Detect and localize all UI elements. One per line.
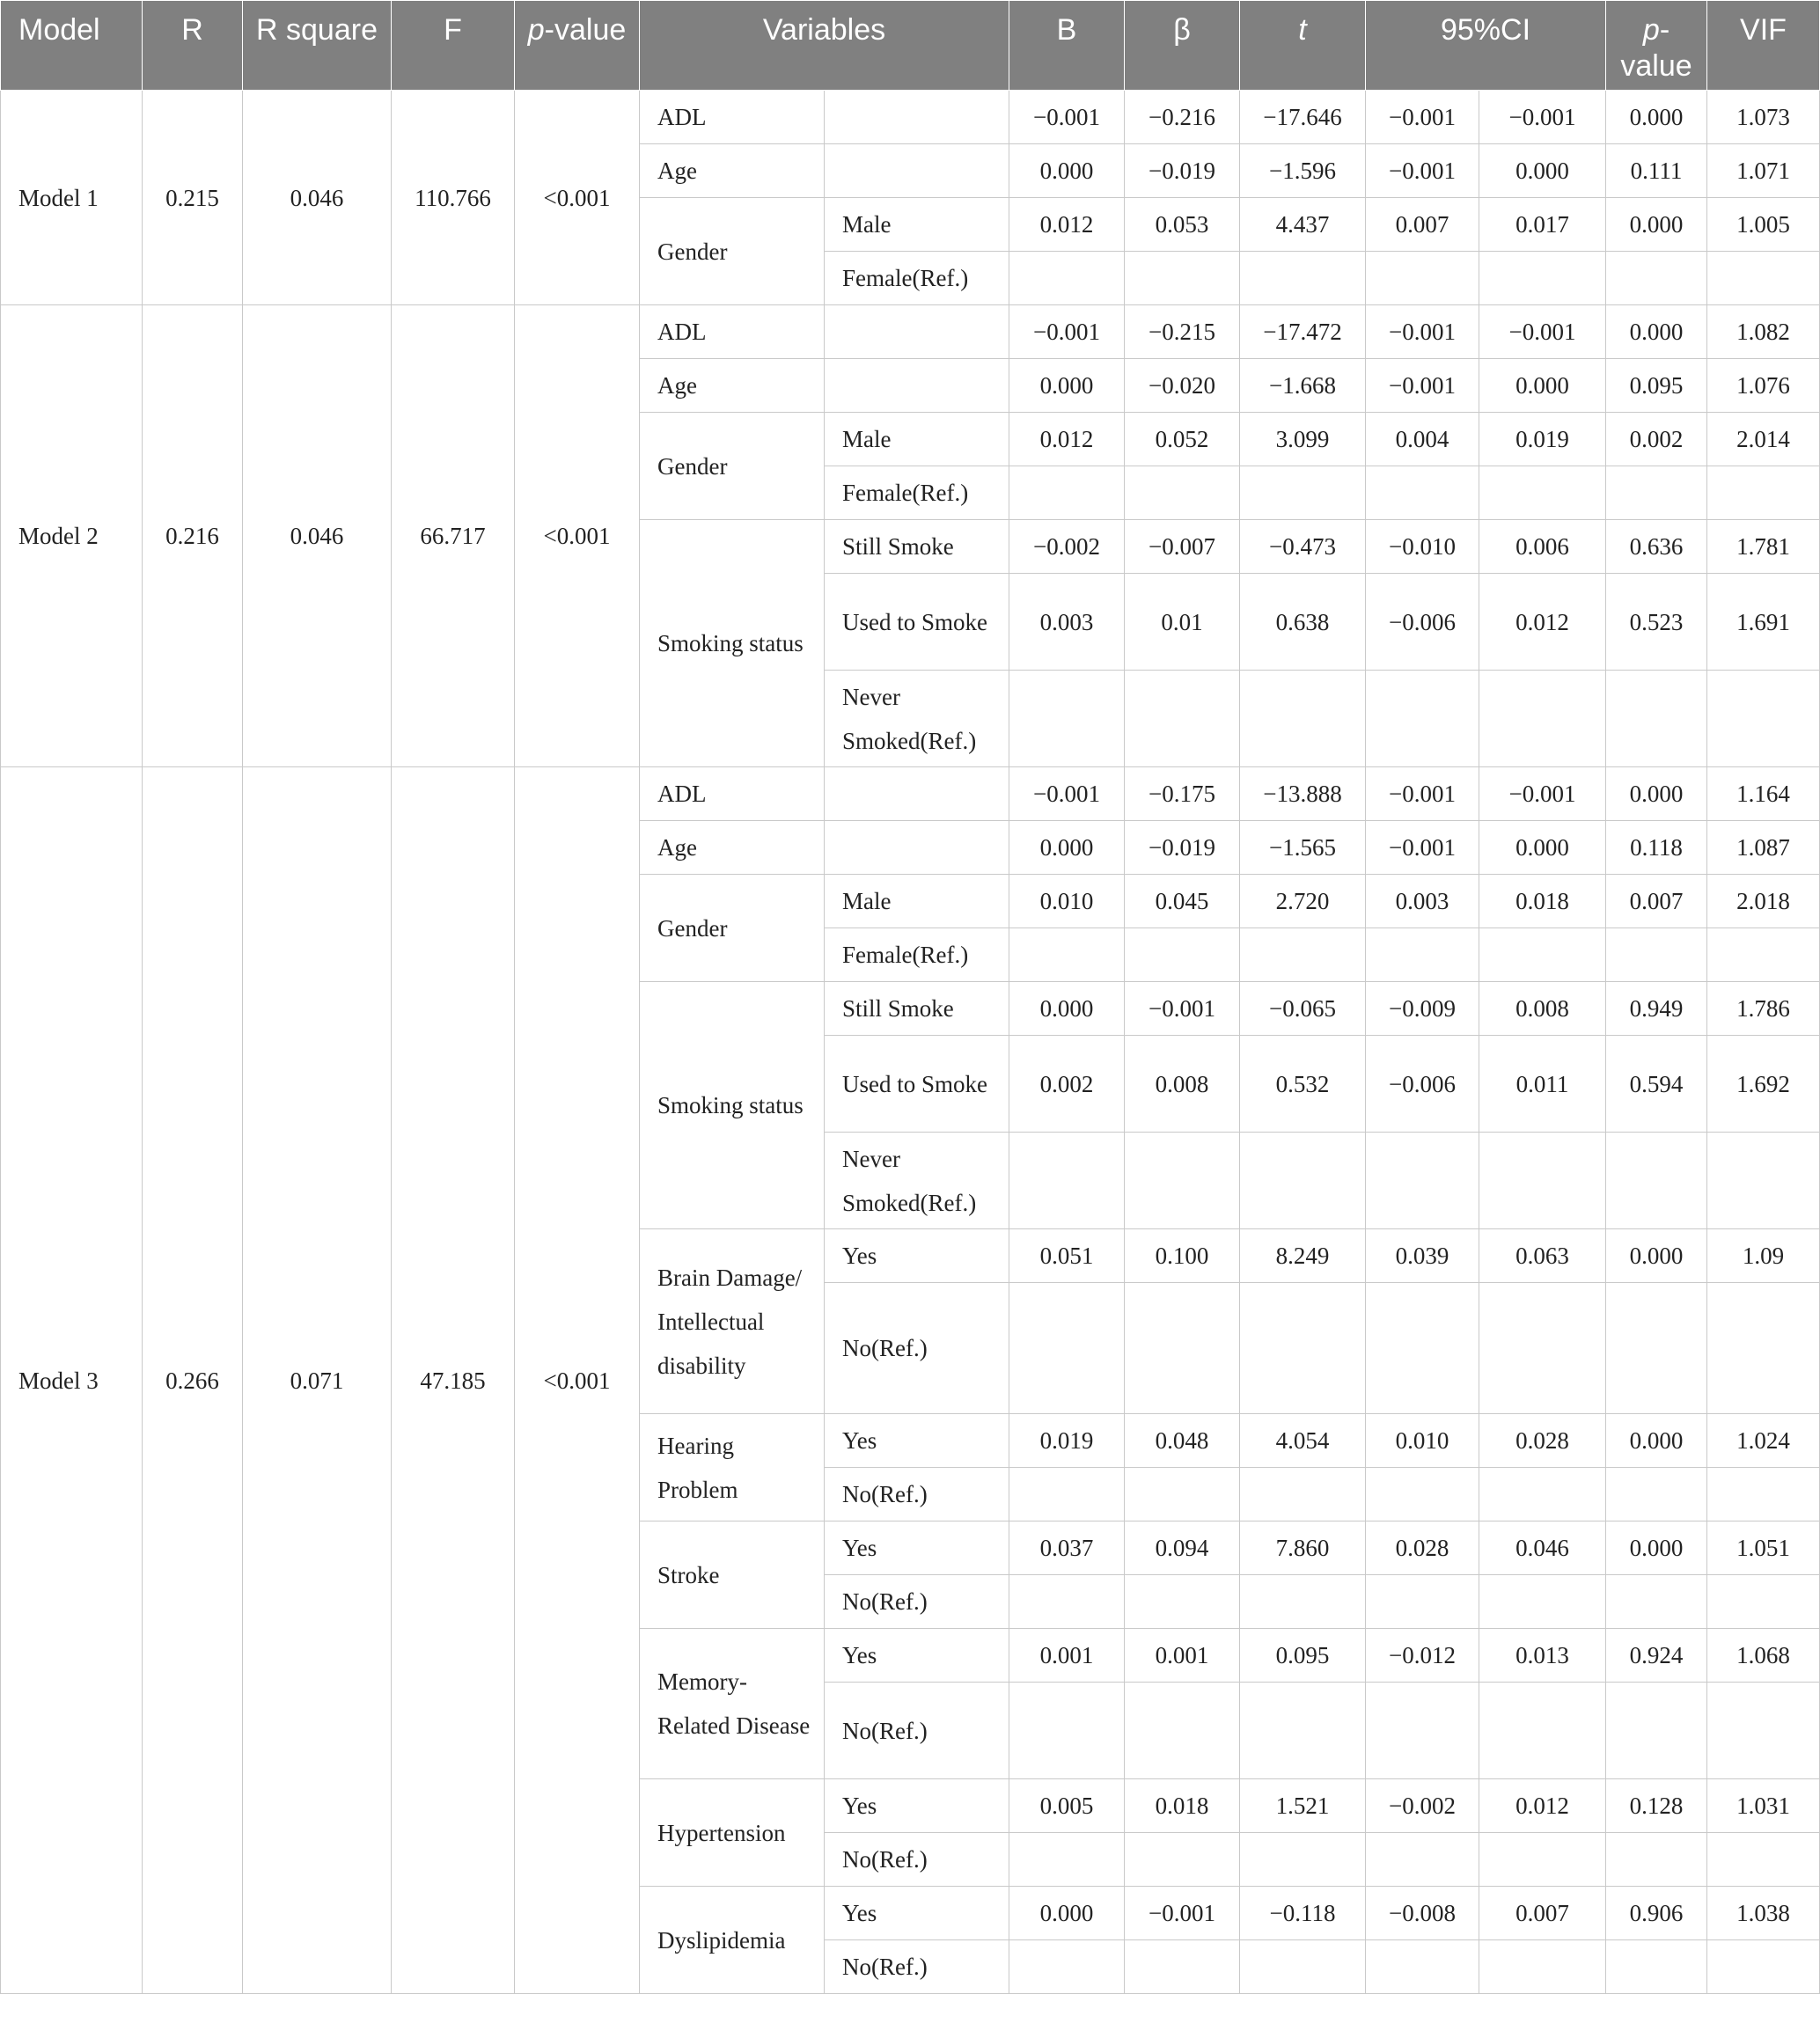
variable-name-cell: Age [640,821,825,875]
b-cell [1009,466,1125,520]
p-value-cell: 0.000 [1606,767,1707,821]
t-cell: −1.565 [1240,821,1366,875]
ci-high-cell: 0.012 [1479,1779,1606,1833]
header-p2-italic: p [1642,13,1660,47]
header-p2-rest: -value [1620,13,1692,83]
category-cell: No(Ref.) [825,1940,1009,1994]
b-cell: 0.000 [1009,1887,1125,1940]
variable-name-cell: Age [640,144,825,198]
p-value-cell: 0.000 [1606,91,1707,144]
beta-cell: −0.215 [1125,305,1240,359]
ci-low-cell [1366,671,1479,767]
ci-high-cell: 0.000 [1479,359,1606,413]
ci-low-cell [1366,1283,1479,1414]
header-p-value [515,1,640,91]
b-cell [1009,928,1125,982]
vif-cell: 1.692 [1707,1036,1820,1133]
header-p-value-2 [1606,1,1707,91]
t-cell: −0.118 [1240,1887,1366,1940]
t-cell: −13.888 [1240,767,1366,821]
b-cell [1009,1575,1125,1629]
category-cell: No(Ref.) [825,1575,1009,1629]
category-cell: Yes [825,1229,1009,1283]
ci-high-cell [1479,1940,1606,1994]
table-header [1,1,1820,91]
vif-cell [1707,1133,1820,1229]
variable-name-cell: Dyslipidemia [640,1887,825,1994]
t-cell: −0.473 [1240,520,1366,574]
beta-cell: 0.01 [1125,574,1240,671]
variable-name-cell: Gender [640,875,825,982]
ci-high-cell: −0.001 [1479,305,1606,359]
model-p-cell: <0.001 [515,767,640,1994]
t-cell [1240,671,1366,767]
ci-low-cell [1366,1575,1479,1629]
p-value-cell: 0.000 [1606,1521,1707,1575]
p-value-cell [1606,928,1707,982]
model-r-cell: 0.215 [143,91,243,305]
p-value-cell [1606,1940,1707,1994]
t-cell: 2.720 [1240,875,1366,928]
model-r-cell: 0.216 [143,305,243,767]
t-cell: −17.472 [1240,305,1366,359]
t-cell: 4.054 [1240,1414,1366,1468]
beta-cell [1125,1468,1240,1521]
b-cell: 0.037 [1009,1521,1125,1575]
p-value-cell: 0.949 [1606,982,1707,1036]
ci-high-cell [1479,252,1606,305]
category-cell: Still Smoke [825,520,1009,574]
vif-cell [1707,1833,1820,1887]
category-cell: Yes [825,1414,1009,1468]
b-cell [1009,1833,1125,1887]
variable-name-cell: Hearing Problem [640,1414,825,1521]
t-cell [1240,1940,1366,1994]
beta-cell [1125,466,1240,520]
category-cell: Still Smoke [825,982,1009,1036]
vif-cell: 1.087 [1707,821,1820,875]
ci-low-cell [1366,1940,1479,1994]
category-cell: Yes [825,1779,1009,1833]
variable-name-cell: Hypertension [640,1779,825,1887]
vif-cell [1707,1468,1820,1521]
ci-high-cell: −0.001 [1479,767,1606,821]
p-value-cell: 0.594 [1606,1036,1707,1133]
beta-cell: 0.048 [1125,1414,1240,1468]
b-cell: 0.000 [1009,359,1125,413]
variable-name-cell: Smoking status [640,520,825,767]
vif-cell: 1.786 [1707,982,1820,1036]
ci-low-cell: 0.004 [1366,413,1479,466]
ci-low-cell: −0.008 [1366,1887,1479,1940]
ci-low-cell: 0.010 [1366,1414,1479,1468]
variable-name-cell: ADL [640,91,825,144]
vif-cell [1707,1283,1820,1414]
t-cell [1240,466,1366,520]
ci-low-cell: −0.001 [1366,359,1479,413]
p-value-cell [1606,1833,1707,1887]
ci-high-cell: 0.017 [1479,198,1606,252]
category-cell: No(Ref.) [825,1283,1009,1414]
ci-high-cell: 0.011 [1479,1036,1606,1133]
header-variables: Variables [640,1,1009,91]
model-name-cell: Model 3 [1,767,143,1994]
p-value-cell [1606,1683,1707,1779]
t-cell [1240,1468,1366,1521]
beta-cell [1125,1683,1240,1779]
beta-cell: 0.008 [1125,1036,1240,1133]
b-cell: 0.003 [1009,574,1125,671]
ci-high-cell: 0.019 [1479,413,1606,466]
variable-name-cell: Smoking status [640,982,825,1229]
ci-low-cell [1366,1683,1479,1779]
vif-cell: 1.09 [1707,1229,1820,1283]
variable-name-cell: ADL [640,305,825,359]
category-cell: Never Smoked(Ref.) [825,671,1009,767]
ci-high-cell: 0.000 [1479,821,1606,875]
variable-name-cell: ADL [640,767,825,821]
header-p-rest: -value [544,13,627,47]
b-cell [1009,1683,1125,1779]
category-cell [825,821,1009,875]
ci-high-cell: 0.000 [1479,144,1606,198]
t-cell: 0.095 [1240,1629,1366,1683]
vif-cell: 1.038 [1707,1887,1820,1940]
header-vif: VIF [1707,1,1820,91]
table-body [1,91,1820,1994]
vif-cell: 1.024 [1707,1414,1820,1468]
t-cell [1240,1683,1366,1779]
category-cell: No(Ref.) [825,1468,1009,1521]
beta-cell: −0.019 [1125,144,1240,198]
ci-low-cell [1366,466,1479,520]
vif-cell: 1.781 [1707,520,1820,574]
beta-cell: 0.100 [1125,1229,1240,1283]
b-cell: 0.012 [1009,413,1125,466]
ci-high-cell: 0.046 [1479,1521,1606,1575]
category-cell: Male [825,413,1009,466]
ci-low-cell: 0.039 [1366,1229,1479,1283]
p-value-cell [1606,1133,1707,1229]
beta-cell: 0.053 [1125,198,1240,252]
beta-cell [1125,1940,1240,1994]
t-cell: −1.668 [1240,359,1366,413]
t-cell [1240,928,1366,982]
category-cell [825,767,1009,821]
variable-name-cell: Gender [640,413,825,520]
variable-name-cell: Brain Damage/ Intellectual disability [640,1229,825,1414]
beta-cell: −0.175 [1125,767,1240,821]
b-cell: 0.000 [1009,982,1125,1036]
ci-low-cell: −0.001 [1366,305,1479,359]
table-row [1,767,1820,821]
ci-low-cell: 0.028 [1366,1521,1479,1575]
vif-cell [1707,928,1820,982]
ci-high-cell: 0.063 [1479,1229,1606,1283]
header-p-italic: p [527,13,545,47]
b-cell: 0.000 [1009,144,1125,198]
b-cell: −0.001 [1009,91,1125,144]
beta-cell: 0.052 [1125,413,1240,466]
vif-cell [1707,1683,1820,1779]
t-cell: 3.099 [1240,413,1366,466]
t-cell: 7.860 [1240,1521,1366,1575]
t-cell: 8.249 [1240,1229,1366,1283]
category-cell: Used to Smoke [825,1036,1009,1133]
category-cell [825,305,1009,359]
ci-low-cell: −0.006 [1366,574,1479,671]
ci-high-cell: 0.018 [1479,875,1606,928]
ci-low-cell [1366,1833,1479,1887]
beta-cell [1125,1283,1240,1414]
vif-cell [1707,466,1820,520]
ci-high-cell [1479,1833,1606,1887]
ci-high-cell [1479,1468,1606,1521]
category-cell: No(Ref.) [825,1833,1009,1887]
ci-high-cell [1479,1283,1606,1414]
vif-cell [1707,1940,1820,1994]
t-cell: −1.596 [1240,144,1366,198]
p-value-cell: 0.128 [1606,1779,1707,1833]
b-cell: 0.005 [1009,1779,1125,1833]
vif-cell: 1.073 [1707,91,1820,144]
category-cell: Female(Ref.) [825,928,1009,982]
p-value-cell [1606,1575,1707,1629]
model-r-square-cell: 0.046 [243,91,392,305]
beta-cell: −0.007 [1125,520,1240,574]
beta-cell: 0.094 [1125,1521,1240,1575]
ci-low-cell: −0.001 [1366,144,1479,198]
p-value-cell: 0.000 [1606,1229,1707,1283]
t-cell: 4.437 [1240,198,1366,252]
t-cell [1240,1283,1366,1414]
b-cell [1009,1468,1125,1521]
ci-high-cell: 0.007 [1479,1887,1606,1940]
beta-cell [1125,1133,1240,1229]
b-cell: 0.051 [1009,1229,1125,1283]
model-f-cell: 66.717 [392,305,515,767]
header-b: B [1009,1,1125,91]
vif-cell [1707,252,1820,305]
t-cell: −0.065 [1240,982,1366,1036]
p-value-cell: 0.000 [1606,305,1707,359]
ci-high-cell [1479,1683,1606,1779]
ci-high-cell: 0.006 [1479,520,1606,574]
p-value-cell [1606,671,1707,767]
p-value-cell [1606,252,1707,305]
b-cell [1009,1133,1125,1229]
p-value-cell: 0.906 [1606,1887,1707,1940]
ci-high-cell: −0.001 [1479,91,1606,144]
header-row [1,1,1820,91]
p-value-cell: 0.002 [1606,413,1707,466]
category-cell: Yes [825,1629,1009,1683]
ci-low-cell: −0.012 [1366,1629,1479,1683]
beta-cell: −0.001 [1125,1887,1240,1940]
variable-name-cell: Stroke [640,1521,825,1629]
table-row [1,91,1820,144]
ci-high-cell [1479,1575,1606,1629]
beta-cell: −0.216 [1125,91,1240,144]
p-value-cell: 0.000 [1606,198,1707,252]
model-r-square-cell: 0.046 [243,305,392,767]
beta-cell: 0.045 [1125,875,1240,928]
vif-cell: 2.018 [1707,875,1820,928]
ci-low-cell [1366,252,1479,305]
header-f: F [392,1,515,91]
vif-cell: 1.051 [1707,1521,1820,1575]
b-cell: 0.019 [1009,1414,1125,1468]
vif-cell: 1.068 [1707,1629,1820,1683]
b-cell: 0.000 [1009,821,1125,875]
t-cell [1240,1575,1366,1629]
ci-high-cell [1479,671,1606,767]
model-name-cell: Model 1 [1,91,143,305]
category-cell: Male [825,875,1009,928]
p-value-cell [1606,1468,1707,1521]
model-p-cell: <0.001 [515,91,640,305]
p-value-cell: 0.924 [1606,1629,1707,1683]
model-r-square-cell: 0.071 [243,767,392,1994]
header-t [1240,1,1366,91]
p-value-cell [1606,466,1707,520]
vif-cell: 1.071 [1707,144,1820,198]
b-cell: 0.012 [1009,198,1125,252]
header-ci: 95%CI [1366,1,1606,91]
header-r: R [143,1,243,91]
ci-low-cell: −0.002 [1366,1779,1479,1833]
b-cell [1009,1283,1125,1414]
beta-cell: −0.020 [1125,359,1240,413]
ci-high-cell: 0.028 [1479,1414,1606,1468]
category-cell [825,144,1009,198]
category-cell: Used to Smoke [825,574,1009,671]
category-cell [825,359,1009,413]
b-cell: −0.002 [1009,520,1125,574]
ci-low-cell: −0.001 [1366,91,1479,144]
vif-cell: 1.005 [1707,198,1820,252]
p-value-cell: 0.111 [1606,144,1707,198]
t-cell [1240,252,1366,305]
ci-high-cell [1479,1133,1606,1229]
t-cell: 0.532 [1240,1036,1366,1133]
vif-cell: 2.014 [1707,413,1820,466]
t-cell: 1.521 [1240,1779,1366,1833]
p-value-cell: 0.636 [1606,520,1707,574]
p-value-cell: 0.095 [1606,359,1707,413]
beta-cell [1125,1575,1240,1629]
b-cell: 0.001 [1009,1629,1125,1683]
variable-name-cell: Gender [640,198,825,305]
t-cell: −17.646 [1240,91,1366,144]
ci-high-cell: 0.013 [1479,1629,1606,1683]
model-f-cell: 110.766 [392,91,515,305]
t-cell: 0.638 [1240,574,1366,671]
vif-cell: 1.076 [1707,359,1820,413]
vif-cell: 1.691 [1707,574,1820,671]
vif-cell: 1.164 [1707,767,1820,821]
header-beta: β [1125,1,1240,91]
model-f-cell: 47.185 [392,767,515,1994]
ci-low-cell [1366,1133,1479,1229]
model-p-cell: <0.001 [515,305,640,767]
b-cell: 0.002 [1009,1036,1125,1133]
vif-cell: 1.082 [1707,305,1820,359]
beta-cell: 0.018 [1125,1779,1240,1833]
t-cell [1240,1133,1366,1229]
category-cell: Male [825,198,1009,252]
category-cell: Yes [825,1887,1009,1940]
b-cell [1009,1940,1125,1994]
category-cell: Never Smoked(Ref.) [825,1133,1009,1229]
ci-low-cell: −0.010 [1366,520,1479,574]
header-model: Model [1,1,143,91]
b-cell: −0.001 [1009,305,1125,359]
category-cell [825,91,1009,144]
beta-cell [1125,671,1240,767]
table-row [1,305,1820,359]
variable-name-cell: Age [640,359,825,413]
p-value-cell: 0.000 [1606,1414,1707,1468]
category-cell: No(Ref.) [825,1683,1009,1779]
ci-high-cell: 0.008 [1479,982,1606,1036]
vif-cell [1707,1575,1820,1629]
ci-low-cell: −0.009 [1366,982,1479,1036]
b-cell [1009,252,1125,305]
ci-low-cell: −0.001 [1366,821,1479,875]
b-cell: −0.001 [1009,767,1125,821]
beta-cell [1125,1833,1240,1887]
header-t-label: t [1298,13,1307,47]
t-cell [1240,1833,1366,1887]
model-r-cell: 0.266 [143,767,243,1994]
ci-low-cell: 0.003 [1366,875,1479,928]
beta-cell: −0.001 [1125,982,1240,1036]
b-cell [1009,671,1125,767]
category-cell: Female(Ref.) [825,252,1009,305]
beta-cell: 0.001 [1125,1629,1240,1683]
ci-low-cell [1366,1468,1479,1521]
p-value-cell: 0.523 [1606,574,1707,671]
ci-low-cell: −0.001 [1366,767,1479,821]
header-r-square: R square [243,1,392,91]
vif-cell [1707,671,1820,767]
beta-cell: −0.019 [1125,821,1240,875]
ci-low-cell [1366,928,1479,982]
b-cell: 0.010 [1009,875,1125,928]
beta-cell [1125,928,1240,982]
model-name-cell: Model 2 [1,305,143,767]
vif-cell: 1.031 [1707,1779,1820,1833]
beta-cell [1125,252,1240,305]
ci-low-cell: 0.007 [1366,198,1479,252]
p-value-cell [1606,1283,1707,1414]
p-value-cell: 0.118 [1606,821,1707,875]
ci-high-cell [1479,928,1606,982]
ci-high-cell: 0.012 [1479,574,1606,671]
category-cell: Yes [825,1521,1009,1575]
category-cell: Female(Ref.) [825,466,1009,520]
p-value-cell: 0.007 [1606,875,1707,928]
ci-low-cell: −0.006 [1366,1036,1479,1133]
variable-name-cell: Memory-Related Disease [640,1629,825,1779]
ci-high-cell [1479,466,1606,520]
